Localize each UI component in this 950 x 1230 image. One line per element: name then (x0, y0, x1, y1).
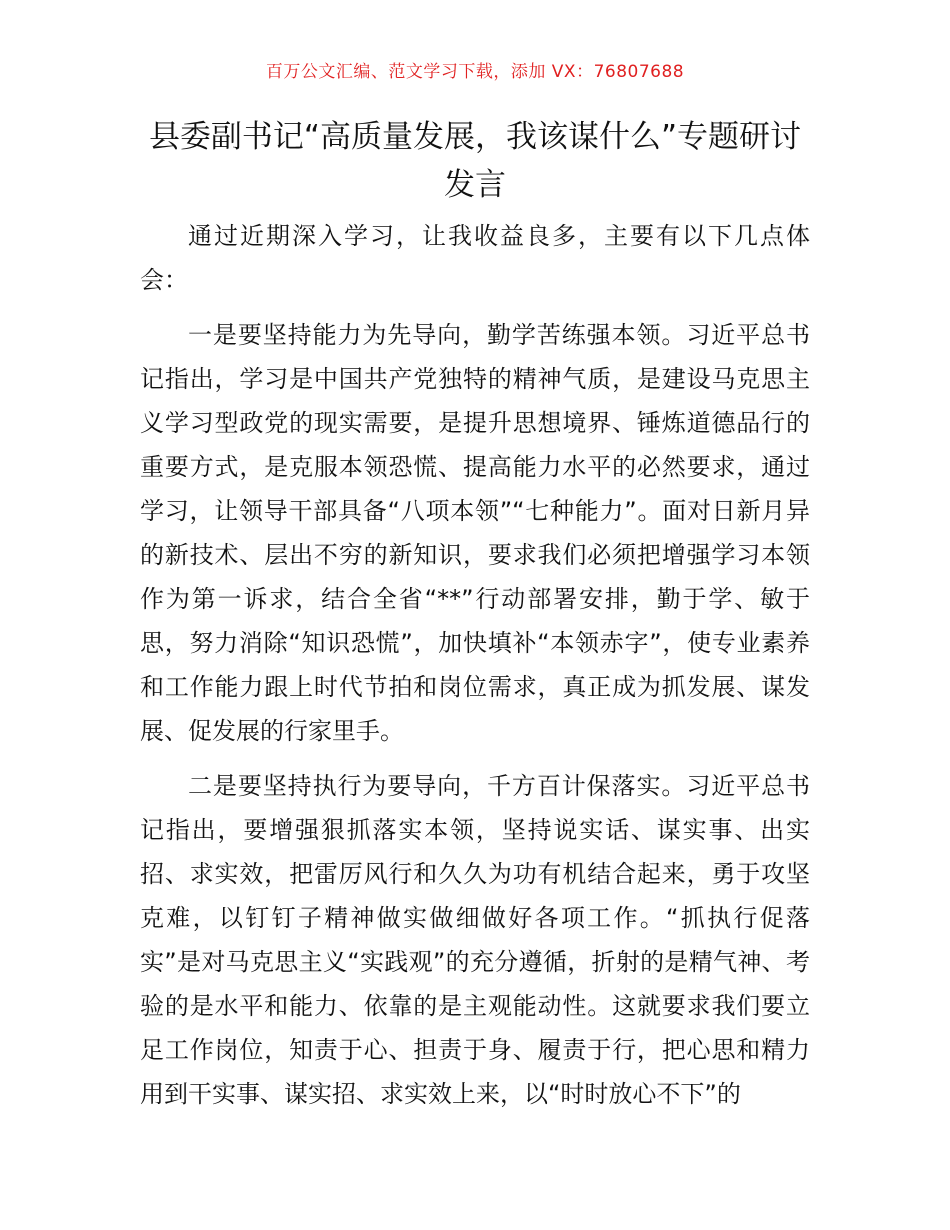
header-contact-note: 百万公文汇编、范文学习下载，添加 VX：76807688 (265, 62, 685, 82)
paragraph-point-one: 一是要坚持能力为先导向，勤学苦练强本领。习近平总书记指出，学习是中国共产党独特的精神气质，是建设马克思主义学习型政党的现实需要，是提升思想境界、锤炼道德品行的重要方式，是克服本领恐慌、提高能力水平的必然要求，通过学习，让领导干部具备“八项本领”“七种能力”。面对日新月异的新技术、层出不穷的新知识，要求我们必须把增强学习本领作为第一诉求，结合全省“**”行动部署安排，勤于学、敏于思，努力消除“知识恐慌”，加快填补“本领赤字”，使专业素养和工作能力跟上时代节拍和岗位需求，真正成为抓发展、谋发展、促发展的行家里手。 (140, 321, 810, 745)
paragraph-point-two: 二是要坚持执行为要导向，千方百计保落实。习近平总书记指出，要增强狠抓落实本领，坚持说实话、谋实事、出实招、求实效，把雷厉风行和久久为功有机结合起来，勇于攻坚克难，以钉钉子精神做实做细做好各项工作。“抓执行促落实”是对马克思主义“实践观”的充分遵循，折射的是精气神、考验的是水平和能力、依靠的是主观能动性。这就要求我们要立足工作岗位，知责于心、担责于身、履责于行，把心思和精力用到干实事、谋实招、求实效上来，以“时时放心不下”的 (140, 772, 810, 1108)
paragraph-intro: 通过近期深入学习，让我收益良多，主要有以下几点体会： (140, 222, 810, 294)
document-body (140, 214, 810, 1127)
document-title: 县委副书记“高质量发展，我该谋什么”专题研讨发言 (148, 119, 802, 203)
